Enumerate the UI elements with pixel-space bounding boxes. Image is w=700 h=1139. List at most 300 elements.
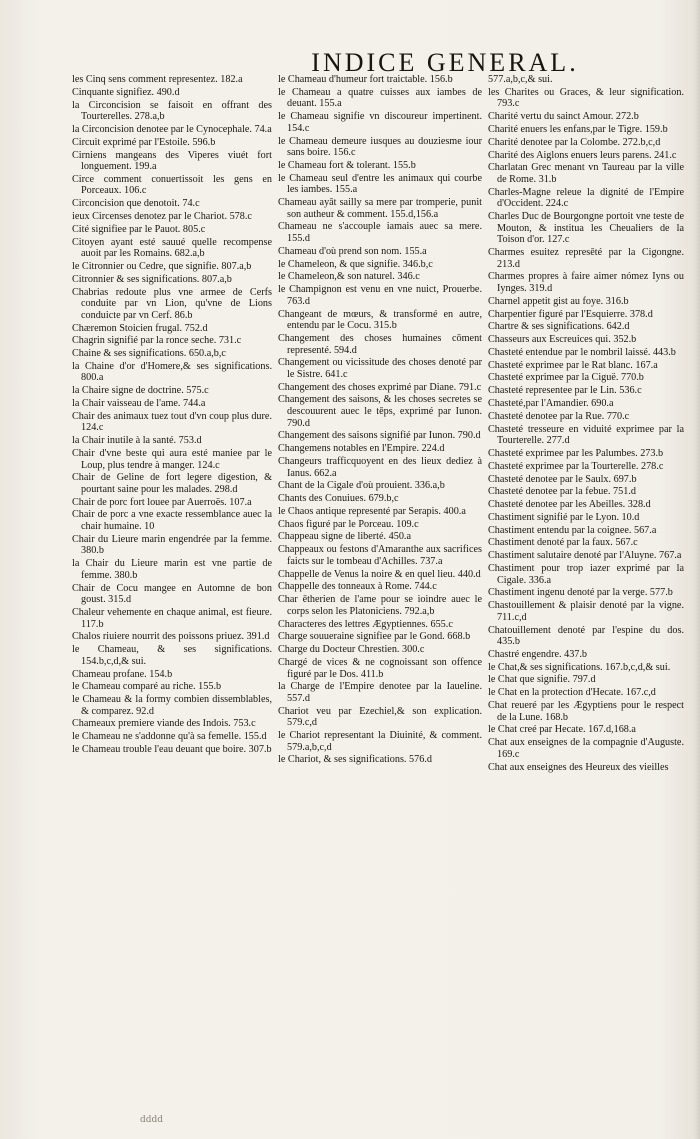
entry-reference: 797.d [572,674,596,686]
index-entry [488,674,684,686]
index-entry [488,398,684,410]
entry-reference: 86.b [174,309,193,321]
entry-reference: 154.b [149,668,173,680]
entry-reference: 380.b [81,545,104,557]
index-entry [72,323,272,335]
index-entry [488,411,684,423]
index-entry [488,737,684,760]
entry-reference: 578.c [229,211,252,223]
index-entry [488,309,684,321]
index-entry [488,372,684,384]
entry-term: Chabrias redoute plus vne armee de Cerfs conduite par vn Lion, qu'vne de Lions conduicte par vn Cerf. [72,286,272,321]
entry-reference: 737.a [420,555,443,567]
entry-term: Chasteté denotee par la Rue. [488,410,605,422]
entry-reference: 792.a,b [404,605,435,617]
index-entry [278,581,482,593]
entry-term: Chappeau signe de liberté. [278,531,387,543]
entry-reference: 682.a,b [174,248,205,260]
index-entry [278,456,482,479]
entry-reference: 411.b [360,668,384,680]
entry-reference: 159.b [644,123,668,135]
entry-term: le Chameau seul d'entre les animaux qui courbe les iambes. [278,172,482,196]
index-entry [488,424,684,447]
entry-term: Chasteté exprimee par le Rat blanc. [488,359,633,371]
entry-reference: 770.b [620,372,644,384]
entry-term: le Chameau & la formy combien dissemblables, & comparez. [72,694,272,717]
entry-term: Changement des choses exprimé par Diane. [278,381,457,393]
entry-reference: 156.c [333,147,356,159]
index-entry [72,237,272,260]
entry-term: Charles Duc de Bourgongne portoit vne teste de Mouton, & institua les Cheualiers de la Toison d'or. [488,211,684,246]
index-entry [278,430,482,442]
entry-term: le Chameau a quatre cuisses aux iambes de deuant. [278,86,482,110]
index-entry [72,361,272,384]
index-entry [72,261,272,273]
entry-term: Chat aux enseignes des Heureux des vieilles [488,761,669,773]
entry-reference: 10 [144,521,155,533]
entry-term: Charpentier figuré par l'Esquierre. [488,308,628,320]
entry-term: le Chameau d'humeur fort traictable. [278,74,428,85]
entry-reference: 307.b [248,744,272,755]
entry-term: le Chat,& ses significations. [488,661,603,673]
entry-reference: 697.b [613,473,637,485]
entry-term: le Chariot, & ses significations. [278,754,407,766]
index-entry [278,284,482,307]
entry-reference: 400.a [443,505,466,517]
entry-term: Charité enuers les enfans,par le Tigre. [488,123,643,135]
index-entry [278,657,482,680]
entry-term: Charmes esuitez represēté par la Cigongne. [488,247,684,258]
entry-reference: 594.d [333,344,357,356]
entry-reference: 440.d [457,568,481,580]
index-entry [72,509,272,532]
entry-term: le Chaos antique representé par Serapis. [278,505,441,517]
index-entry [488,662,684,674]
index-entry [72,87,272,99]
entry-term: Changement des saisons signifié par Iunon. [278,430,456,442]
entry-term: Chair d'vne beste qui aura esté maniee par le Loup, plus tendre à manger. [72,447,272,471]
entry-term: le Citronnier ou Cedre, que signifie. [72,260,219,272]
index-entry [72,534,272,557]
entry-reference: 167.a [635,359,658,371]
entry-term: Charles-Magne releue la dignité de l'Empire d'Occident. [488,186,684,210]
index-entry [488,512,684,524]
entry-term: Circe comment conuertissoit les gens en Porceaux. [72,173,272,197]
index-entry [488,600,684,623]
entry-reference: 199.a [134,161,157,173]
index-entry [488,385,684,397]
index-entry [72,150,272,173]
entry-term: le Chameau demeure iusques au douziesme iour sans boire. [278,135,482,159]
entry-reference: 124.c [197,459,220,471]
index-entry [488,537,684,549]
index-entry [278,382,482,394]
index-entry [278,394,482,429]
entry-reference: 557.d [287,692,310,704]
index-entry [72,74,272,86]
index-entry [72,398,272,410]
index-entry [72,100,272,123]
index-entry [278,259,482,271]
entry-term: Chameau ayāt sailly sa mere par tromperie, punit son autheur & comment. [278,197,482,220]
entry-reference: 154.c [287,122,310,134]
entry-term: Charité vertu du sainct Amour. [488,111,614,123]
index-entry [278,730,482,753]
index-entry [72,583,272,606]
index-entry [488,137,684,149]
entry-term: le Chariot representant la Diuinité, & comment. [278,730,482,742]
entry-term: Chaleur vehemente en chaque animal, est fieure. [72,606,272,618]
entry-reference: 744.a [183,398,206,409]
index-columns [72,74,692,1124]
entry-term: Circoncision que denotoit. [72,198,180,210]
index-entry [278,681,482,704]
entry-reference: 155.d,156.a [390,208,439,220]
entry-reference: 352.b [613,334,637,346]
entry-reference: 450.a [388,531,411,543]
entry-reference: 770.c [606,410,630,422]
entry-reference: 567.c [615,537,638,549]
entry-reference: 690.a [591,398,614,409]
entry-reference: 241.c [654,149,677,161]
entry-term: Chair de porc a vne exacte ressemblance auec la chair humaine. [72,509,272,533]
entry-reference: 168.b [545,711,569,723]
entry-reference: 10.d [621,511,640,523]
index-entry [278,271,482,283]
entry-reference: 127.c [547,234,570,246]
index-entry [488,499,684,511]
entry-term: Chastiment entendu par la coignee. [488,524,632,536]
entry-term: le Chat que signifie. [488,674,571,686]
index-entry [278,644,482,656]
entry-reference: 316.b [605,295,629,307]
entry-reference: 668.b [447,631,471,643]
entry-term: Chariot veu par Ezechiel,& son explication. [278,705,482,717]
entry-term: Chants des Conuiues. [278,493,367,505]
entry-term: Charlatan Grec menant vn Taureau par la ville de Rome. [488,162,684,185]
index-entry [72,224,272,236]
entry-reference: 92.d [136,705,154,717]
entry-reference: 662.a [314,467,337,479]
entry-reference: 767.a [659,550,682,562]
entry-term: Chartre & ses significations. [488,321,605,333]
index-entry [72,198,272,210]
entry-term: Changeurs trafficquoyent en des lieux dediez à Ianus. [278,455,482,479]
entry-reference: 155.a [404,245,427,257]
index-entry [72,607,272,630]
index-entry [72,287,272,322]
entry-term: le Chat creé par Hecate. [488,724,586,736]
index-entry [488,334,684,346]
index-entry [72,137,272,149]
index-entry [278,136,482,159]
index-entry [72,497,272,509]
entry-reference: 443.b [652,346,676,358]
entry-reference: 273.b [640,447,664,459]
entry-reference: 790.d [287,417,310,429]
entry-reference: 577.a,b,c,& sui. [488,74,553,85]
index-entry [488,360,684,372]
entry-term: le Chameau ne s'addonne qu'à sa femelle. [72,731,242,743]
entry-term: Cité signifiee par le Pauot. [72,223,181,235]
entry-term: Changement des choses humaines cōment representé. [278,332,482,356]
index-entry [278,506,482,518]
index-entry [72,718,272,730]
entry-term: Circuit exprimé par l'Estoile. [72,136,190,148]
index-entry [278,74,482,86]
page-fold-shadow [694,0,700,1139]
index-entry [278,160,482,172]
index-entry [278,619,482,631]
index-entry [72,435,272,447]
index-entry [72,174,272,197]
entry-reference: 278.a,b [134,111,165,123]
entry-term: la Circoncision denotee par le Cynocephale. [72,123,252,135]
index-entry [488,563,684,586]
entry-reference: 567.a [633,524,657,536]
index-entry [72,669,272,681]
index-entry [278,531,482,543]
entry-term: Chastiment pour trop iazer exprimé par la Cigale. [488,562,684,586]
entry-reference: 167.b,c,d,& sui. [605,661,671,673]
entry-term: Chalos riuiere nourrit des poissons priuez. [72,631,245,643]
entry-reference: 154.b,c,d,& sui. [81,655,147,667]
entry-reference: 790.d [457,430,481,442]
index-entry [278,221,482,244]
entry-reference: 31.b [538,173,557,185]
entry-term: Changement des saisons, & les choses secretes se descouurent auec le tēps, exprimé par Iunon. [278,394,482,418]
entry-term: Chat aux enseignes de la compagnie d'Auguste. [488,737,684,749]
index-entry [488,111,684,123]
entry-reference: 711.c,d [497,611,527,623]
entry-term: Chaos figuré par le Porceau. [278,518,394,530]
entry-reference: 800.a [81,372,104,384]
entry-reference: 272.b [615,111,639,123]
entry-reference: 751.d [613,486,636,498]
index-entry [488,211,684,246]
entry-reference: 490.d [156,86,180,98]
index-entry [72,348,272,360]
entry-term: Chastouillement & plaisir denoté par la vigne. [488,600,684,612]
index-entry [72,385,272,397]
index-entry [72,472,272,495]
entry-term: la Chaire signe de doctrine. [72,385,184,397]
entry-term: Chasteté denotee par les Abeilles. [488,499,626,511]
entry-term: le Chameleon, & que signifie. [278,258,401,270]
entry-term: Changeant de mœurs, & transformé en autre, entendu par le Cocu. [278,308,482,332]
entry-reference: 124.c [81,422,104,434]
index-column-2 [278,74,482,1124]
index-entry [488,124,684,136]
entry-reference: 155.d [243,731,267,743]
entry-term: Charité des Aiglons enuers leurs parens. [488,149,652,161]
index-entry [488,550,684,562]
entry-term: Characteres des lettres Ægyptiennes. [278,618,428,630]
entry-term: Chameau ne s'accouple iamais auec sa mere. [278,221,482,233]
entry-reference: 315.b [373,320,397,332]
entry-term: Chair du Lieure marin engendrée par la femme. [72,533,272,545]
index-entry [278,357,482,380]
entry-reference: 753.d [178,435,202,447]
entry-reference: 380.b [114,569,138,581]
entry-reference: 107.a [229,496,252,508]
entry-reference: 336.a [528,574,552,586]
index-entry [488,486,684,498]
entry-term: la Chair vaisseau de l'ame. [72,398,181,409]
index-entry [488,347,684,359]
index-entry [278,87,482,110]
index-entry [488,474,684,486]
entry-term: Chastiment denoté par la faux. [488,537,613,549]
index-entry [488,150,684,162]
index-entry [488,448,684,460]
index-entry [278,544,482,567]
entry-reference: 319.d [529,282,553,294]
entry-term: Chasteté denotee par la febue. [488,486,611,498]
index-entry [488,321,684,333]
index-entry [278,173,482,196]
entry-term: le Chameau comparé au riche. [72,681,196,693]
entry-reference: 752.d [184,322,208,334]
index-entry [72,558,272,581]
entry-reference: 731.c [218,335,242,347]
entry-reference: 169.c [497,748,520,760]
entry-term: le Chameau fort & tolerant. [278,159,391,171]
entry-reference: 641.c [325,368,348,380]
entry-reference: 155.d [287,233,310,245]
entry-reference: 642.d [606,321,630,333]
entry-term: la Charge de l'Empire denotee par la Iaueline. [278,681,482,693]
index-entry [278,493,482,505]
entry-term: Chameau d'où prend son nom. [278,245,402,257]
index-entry [72,335,272,347]
index-entry [278,594,482,617]
index-entry [278,519,482,531]
entry-reference: 435.b [497,636,520,648]
entry-reference: 224.c [545,198,569,210]
entry-reference: 315.d [108,594,132,606]
entry-reference: 213.d [497,258,520,270]
entry-term: Chaine & ses significations. [72,348,187,360]
index-entry [278,197,482,220]
index-entry [488,187,684,210]
entry-term: le Chameau, & ses significations. [72,644,272,656]
entry-term: le Chameau trouble l'eau deuant que boire. [72,744,247,755]
entry-reference: 575.c [186,385,209,397]
entry-term: Chasteté entendue par le nombril laissé. [488,346,651,358]
entry-term: la Chaine d'or d'Homere,& ses significations. [72,360,272,372]
index-entry [488,74,684,86]
entry-term: les Charites ou Graces, & leur signification. [488,86,684,98]
entry-reference: 378.d [629,308,653,320]
entry-term: le Chameleon,& son naturel. [278,271,395,283]
entry-reference: 336.a,b [414,480,445,492]
index-entry [488,296,684,308]
index-entry [72,411,272,434]
entry-term: le Chameau signifie vn discoureur impertinent. [278,111,482,123]
index-entry [278,706,482,729]
entry-reference: 277.d [546,435,570,447]
entry-reference: 224.d [421,443,445,455]
entry-reference: 272.b,c,d [622,136,661,148]
entry-term: Char ētherien de l'ame pour se ioindre auec le corps selon les Platoniciens. [278,594,482,617]
entry-reference: 679.b,c [368,493,399,505]
entry-reference: 106.c [124,185,147,197]
entry-reference: 655.c [430,618,453,630]
index-entry [72,631,272,643]
index-entry [488,247,684,270]
entry-term: Chant de la Cigale d'où prouient. [278,480,413,492]
index-entry [278,333,482,356]
entry-reference: 807.a,b [201,273,232,285]
entry-reference: 596.b [192,136,216,148]
index-entry [488,724,684,736]
entry-reference: 155.a [319,98,342,110]
entry-reference: 117.b [81,618,104,630]
entry-reference: 155.b [198,681,222,693]
entry-reference: 155.a [334,184,358,196]
page-header: INDICE GENERAL. [311,48,579,77]
entry-reference: 182.a [220,74,243,85]
entry-reference: 579.c,d [287,717,317,729]
entry-term: Citronnier & ses significations. [72,273,200,285]
index-entry [278,631,482,643]
index-entry [278,246,482,258]
entry-term: Cirniens mangeans des Viperes viuét fort longuement. [72,149,272,173]
entry-reference: 805.c [182,223,206,235]
entry-term: Chasteté exprimee par les Palumbes. [488,447,638,459]
index-entry [488,625,684,648]
entry-reference: 346.b,c [402,258,433,270]
entry-term: Chair de porc fort louee par Auerroës. [72,496,227,508]
index-entry [488,762,684,774]
entry-term: Charité denotee par la Colombe. [488,136,621,148]
entry-term: Chair des animaux tuez tout d'vn coup plus dure. [72,410,272,422]
entry-term: Chasteté representee par le Lin. [488,385,617,397]
entry-reference: 167.d,168.a [588,724,636,736]
entry-term: la Chair inutile à la santé. [72,435,177,447]
entry-term: Charnel appetit gist au foye. [488,295,604,307]
entry-reference: 744.c [414,581,437,593]
index-entry [488,587,684,599]
entry-term: Chastiment signifié par le Lyon. [488,511,619,523]
entry-term: Chasteté,par l'Amandier. [488,398,589,409]
entry-reference: 807.a,b [221,260,252,272]
entry-term: Chastré engendre. [488,648,562,660]
entry-reference: 109.c [396,518,419,530]
entry-term: Charge souueraine signifiee par le Gond. [278,631,445,643]
index-entry [488,525,684,537]
entry-reference: 536.c [619,385,642,397]
index-entry [488,649,684,661]
entry-reference: 300.c [402,644,425,656]
entry-term: Chameaux premiere viande des Indois. [72,718,231,730]
index-entry [72,744,272,756]
entry-reference: 763.d [287,295,310,307]
index-entry [278,309,482,332]
index-entry [488,461,684,473]
entry-term: Chagrin signifié par la ronce seche. [72,335,217,347]
page-footer-mark: dddd [140,1115,164,1125]
entry-reference: 753.c [233,718,256,730]
entry-term: Cinquante signifiez. [72,86,155,98]
entry-term: Charge du Docteur Chrestien. [278,644,400,656]
entry-term: Chappeaux ou festons d'Amaranthe aux sacrifices faicts sur le tombeau d'Achilles. [278,544,482,567]
entry-term: Chappelle des tonneaux à Rome. [278,581,412,593]
entry-term: les Cinq sens comment representez. [72,74,218,85]
entry-term: la Chair du Lieure marin est vne partie de femme. [72,558,272,581]
entry-term: ieux Circenses denotez par le Chariot. [72,211,228,223]
